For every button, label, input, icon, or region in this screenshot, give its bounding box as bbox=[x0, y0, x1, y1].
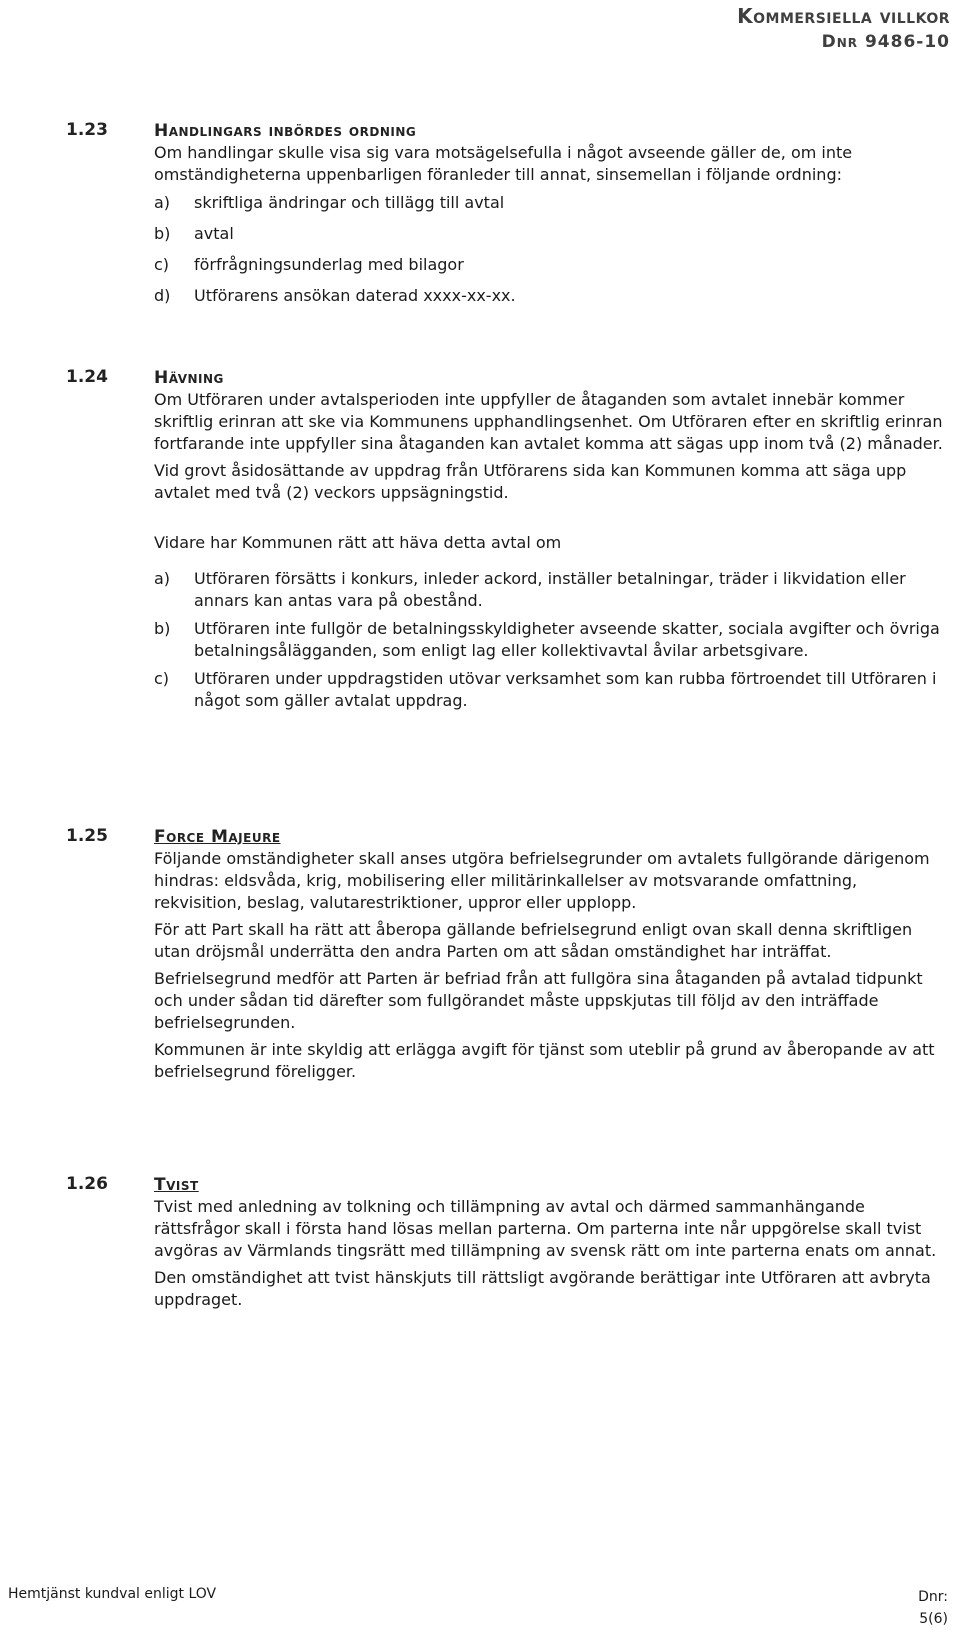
list-item-label: a) bbox=[154, 193, 171, 212]
section-number: 1.24 bbox=[66, 367, 108, 387]
list-item bbox=[154, 192, 946, 214]
paragraph: Den omständighet att tvist hänskjuts till rättsligt avgörande berättigar inte Utföraren att avbryta uppdraget. bbox=[154, 1268, 931, 1309]
paragraph: Tvist med anledning av tolkning och tillämpning av avtal och därmed sammanhängande rättsfrågor skall i första hand lösas mellan parterna. Om parterna inte når uppgörelse skall tvist avgöras av Värmlands tingsrätt med tillämpning av svensk rätt om inte parterna enats om annat. bbox=[154, 1197, 937, 1260]
footer-dnr-label: Dnr: bbox=[918, 1589, 948, 1605]
section-1-23 bbox=[66, 120, 946, 316]
paragraph: Vid grovt åsidosättande av uppdrag från Utförarens sida kan Kommunen komma att säga upp avtalet med två (2) veckors uppsägningstid. bbox=[154, 461, 907, 502]
paragraph: Befrielsegrund medför att Parten är befriad från att fullgöra sina åtaganden på avtalad tidpunkt och under sådan tid därefter som fullgörandet måste uppskjutas till följd av den inträffade befrielsegrunden. bbox=[154, 969, 923, 1032]
list-item-text: skriftliga ändringar och tillägg till avtal bbox=[194, 193, 505, 212]
section-title: Handlingars inbördes ordning bbox=[154, 121, 417, 141]
page-number: 5(6) bbox=[919, 1611, 948, 1627]
paragraph: Om handlingar skulle visa sig vara motsägelsefulla i något avseende gäller de, om inte omständigheterna uppenbarligen föranleder till annat, sinsemellan i följande ordning: bbox=[154, 143, 853, 184]
section-number: 1.23 bbox=[66, 120, 108, 140]
ordered-list bbox=[154, 568, 946, 712]
list-item-text: Utförarens ansökan daterad xxxx-xx-xx. bbox=[194, 286, 516, 305]
list-item bbox=[154, 285, 946, 307]
paragraph: Kommunen är inte skyldig att erlägga avgift för tjänst som uteblir på grund av åberopande av att befrielsegrund föreligger. bbox=[154, 1040, 935, 1081]
paragraph: Vidare har Kommunen rätt att häva detta avtal om bbox=[154, 533, 562, 552]
list-item-label: a) bbox=[154, 569, 171, 588]
list-item-label: d) bbox=[154, 286, 171, 305]
ordered-list bbox=[154, 192, 946, 307]
list-item-text: förfrågningsunderlag med bilagor bbox=[194, 255, 464, 274]
list-item bbox=[154, 618, 946, 662]
list-item-text: Utföraren försätts i konkurs, inleder ackord, inställer betalningar, träder i likvidation eller annars kan antas vara på obestånd. bbox=[194, 569, 906, 610]
footer-meta bbox=[918, 1586, 948, 1630]
list-item-label: c) bbox=[154, 255, 170, 274]
list-item-label: b) bbox=[154, 224, 171, 243]
list-item bbox=[154, 254, 946, 276]
document-title: Kommersiella villkor bbox=[737, 4, 950, 28]
section-1-26 bbox=[66, 1174, 946, 1316]
list-item-text: Utföraren under uppdragstiden utövar verksamhet som kan rubba förtroendet till Utföraren i något som gäller avtalat uppdrag. bbox=[194, 669, 937, 710]
section-title: Force Majeure bbox=[154, 827, 281, 847]
section-number: 1.25 bbox=[66, 826, 108, 846]
footer-document-name: Hemtjänst kundval enligt LOV bbox=[8, 1586, 217, 1602]
section-title: Tvist bbox=[154, 1175, 199, 1195]
paragraph: Följande omständigheter skall anses utgöra befrielsegrunder om avtalets fullgörande därigenom hindras: eldsvåda, krig, mobilisering eller militärinkallelser av motsvarande omfattning, rekvisition, beslag, valutarestriktioner, uppror eller upplopp. bbox=[154, 849, 930, 912]
list-item-label: b) bbox=[154, 619, 171, 638]
list-item bbox=[154, 668, 946, 712]
section-1-25 bbox=[66, 826, 946, 1088]
section-title: Hävning bbox=[154, 368, 224, 388]
document-number: Dnr 9486-10 bbox=[821, 32, 950, 52]
section-number: 1.26 bbox=[66, 1174, 108, 1194]
section-1-24 bbox=[66, 367, 946, 718]
list-item bbox=[154, 223, 946, 245]
list-item-label: c) bbox=[154, 669, 170, 688]
paragraph: För att Part skall ha rätt att åberopa gällande befrielsegrund enligt ovan skall denna skriftligen utan dröjsmål underrätta den andra Parten om att sådan omständighet har inträffat. bbox=[154, 920, 913, 961]
list-item bbox=[154, 568, 946, 612]
list-item-text: Utföraren inte fullgör de betalningsskyldigheter avseende skatter, sociala avgifter och övriga betalningsålägganden, som enligt lag eller kollektivavtal åvilar arbetsgivare. bbox=[194, 619, 940, 660]
list-item-text: avtal bbox=[194, 224, 234, 243]
paragraph: Om Utföraren under avtalsperioden inte uppfyller de åtaganden som avtalet innebär kommer skriftlig erinran att ske via Kommunens upphandlingsenhet. Om Utföraren efter en skriftlig erinran fortfarande inte uppfyller sina åtaganden kan avtalet komma att sägas upp inom två (2) månader. bbox=[154, 390, 943, 453]
